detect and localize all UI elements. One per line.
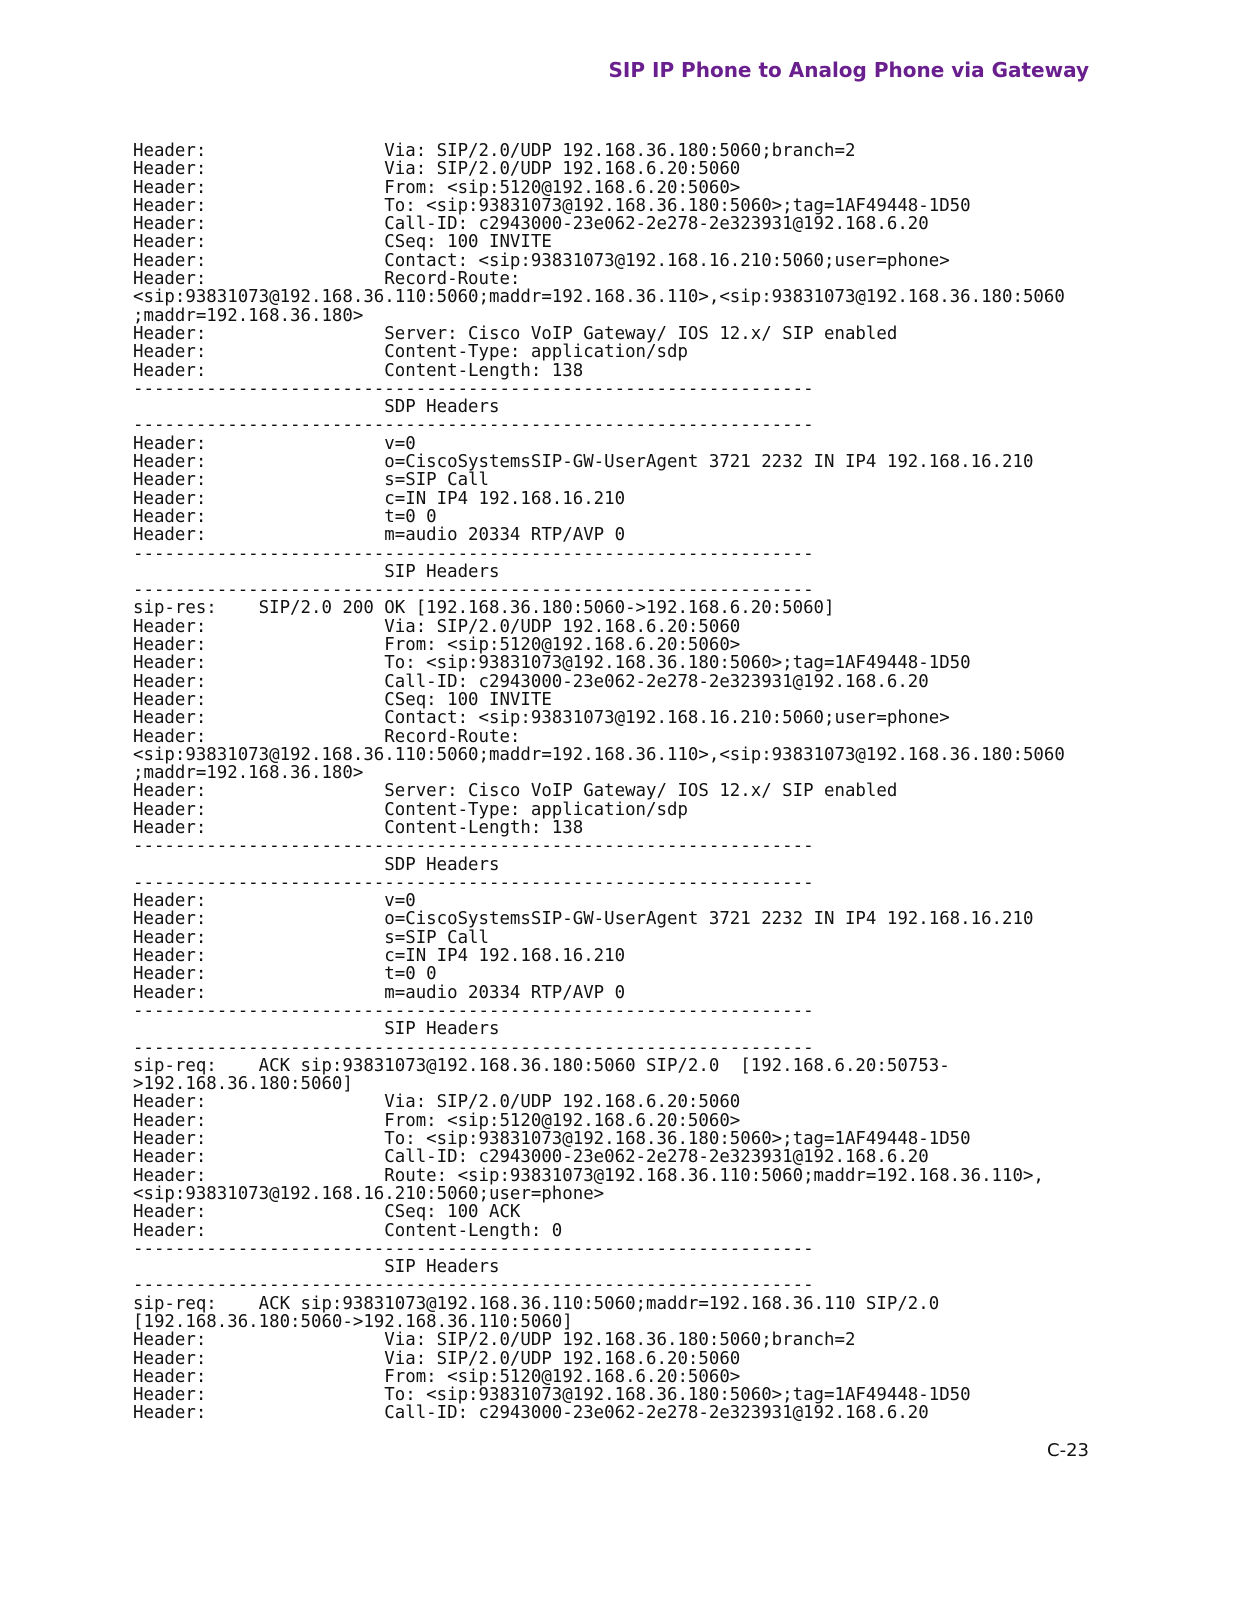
trace-line: Header: s=SIP Call <box>133 470 489 491</box>
trace-line: Header: Call-ID: c2943000-23e062-2e278-2e323931@192.168.6.20 <box>133 671 929 692</box>
trace-line: ----------------------------------------------------------------- <box>133 580 814 601</box>
trace-line: Header: Via: SIP/2.0/UDP 192.168.6.20:5060 <box>133 159 741 180</box>
trace-line: >192.168.36.180:5060] <box>133 1074 353 1095</box>
trace-line: Header: Record-Route: <box>133 269 521 290</box>
trace-line: sip-res: SIP/2.0 200 OK [192.168.36.180:5060->192.168.6.20:5060] <box>133 598 835 619</box>
trace-line: Header: Server: Cisco VoIP Gateway/ IOS 12.x/ SIP enabled <box>133 781 898 802</box>
trace-line: <sip:93831073@192.168.36.110:5060;maddr=192.168.36.110>,<sip:93831073@192.168.36.180:5060 <box>133 744 1065 765</box>
trace-line: Header: To: <sip:93831073@192.168.36.180:5060>;tag=1AF49448-1D50 <box>133 653 971 674</box>
trace-line: Header: Content-Length: 0 <box>133 1220 563 1241</box>
trace-line: SIP Headers <box>133 1257 500 1278</box>
trace-line: Header: Via: SIP/2.0/UDP 192.168.36.180:5060;branch=2 <box>133 141 856 161</box>
trace-line: Header: To: <sip:93831073@192.168.36.180:5060>;tag=1AF49448-1D50 <box>133 195 971 216</box>
trace-line: ;maddr=192.168.36.180> <box>133 305 364 326</box>
trace-line: Header: Route: <sip:93831073@192.168.36.110:5060;maddr=192.168.36.110>, <box>133 1165 1044 1186</box>
trace-line: ----------------------------------------------------------------- <box>133 1275 814 1296</box>
trace-line: Header: m=audio 20334 RTP/AVP 0 <box>133 982 626 1003</box>
trace-line: Header: From: <sip:5120@192.168.6.20:5060> <box>133 177 741 198</box>
trace-line: Header: Contact: <sip:93831073@192.168.16.210:5060;user=phone> <box>133 708 950 729</box>
trace-line: Header: v=0 <box>133 891 416 912</box>
trace-line: Header: From: <sip:5120@192.168.6.20:5060> <box>133 1366 741 1387</box>
trace-line: Header: Call-ID: c2943000-23e062-2e278-2e323931@192.168.6.20 <box>133 214 929 235</box>
trace-line: Header: Via: SIP/2.0/UDP 192.168.6.20:5060 <box>133 1348 741 1369</box>
trace-line: Header: Content-Length: 138 <box>133 817 584 838</box>
trace-line: SDP Headers <box>133 397 500 418</box>
trace-line: Header: Record-Route: <box>133 726 521 747</box>
sip-trace-listing <box>133 142 1065 1423</box>
trace-line: ----------------------------------------------------------------- <box>133 378 814 399</box>
trace-line: <sip:93831073@192.168.16.210:5060;user=phone> <box>133 1183 605 1204</box>
trace-line: Header: Via: SIP/2.0/UDP 192.168.6.20:5060 <box>133 616 741 637</box>
trace-line: Header: c=IN IP4 192.168.16.210 <box>133 488 626 509</box>
trace-line: <sip:93831073@192.168.36.110:5060;maddr=192.168.36.110>,<sip:93831073@192.168.36.180:5060 <box>133 287 1065 308</box>
trace-line: Header: CSeq: 100 INVITE <box>133 689 552 710</box>
trace-line: ----------------------------------------------------------------- <box>133 1238 814 1259</box>
trace-line: Header: t=0 0 <box>133 506 437 527</box>
trace-line: SIP Headers <box>133 1019 500 1040</box>
trace-line: Header: Call-ID: c2943000-23e062-2e278-2e323931@192.168.6.20 <box>133 1403 929 1424</box>
trace-line: Header: Server: Cisco VoIP Gateway/ IOS 12.x/ SIP enabled <box>133 323 898 344</box>
trace-line: Header: Via: SIP/2.0/UDP 192.168.6.20:5060 <box>133 1092 741 1113</box>
trace-line: Header: Via: SIP/2.0/UDP 192.168.36.180:5060;branch=2 <box>133 1330 856 1351</box>
trace-line: SIP Headers <box>133 561 500 582</box>
trace-line: Header: From: <sip:5120@192.168.6.20:5060> <box>133 1110 741 1131</box>
trace-line: Header: From: <sip:5120@192.168.6.20:5060> <box>133 635 741 656</box>
trace-line: Header: Call-ID: c2943000-23e062-2e278-2e323931@192.168.6.20 <box>133 1147 929 1168</box>
page-header-title: SIP IP Phone to Analog Phone via Gateway <box>608 58 1089 82</box>
trace-line: Header: CSeq: 100 ACK <box>133 1202 521 1223</box>
trace-line: sip-req: ACK sip:93831073@192.168.36.110:5060;maddr=192.168.36.110 SIP/2.0 <box>133 1293 940 1314</box>
trace-line: Header: t=0 0 <box>133 964 437 985</box>
trace-line: Header: o=CiscoSystemsSIP-GW-UserAgent 3721 2232 IN IP4 192.168.16.210 <box>133 909 1034 930</box>
trace-line: ----------------------------------------------------------------- <box>133 543 814 564</box>
trace-line: ;maddr=192.168.36.180> <box>133 763 364 784</box>
trace-line: Header: To: <sip:93831073@192.168.36.180:5060>;tag=1AF49448-1D50 <box>133 1129 971 1150</box>
trace-line: [192.168.36.180:5060->192.168.36.110:5060] <box>133 1312 573 1332</box>
trace-line: Header: m=audio 20334 RTP/AVP 0 <box>133 525 626 546</box>
trace-line: SDP Headers <box>133 854 500 875</box>
trace-line: Header: To: <sip:93831073@192.168.36.180:5060>;tag=1AF49448-1D50 <box>133 1385 971 1406</box>
trace-line: Header: CSeq: 100 INVITE <box>133 232 552 253</box>
trace-line: Header: Content-Type: application/sdp <box>133 342 688 363</box>
trace-line: Header: Content-Length: 138 <box>133 360 584 381</box>
trace-line: ----------------------------------------------------------------- <box>133 1000 814 1021</box>
trace-line: Header: o=CiscoSystemsSIP-GW-UserAgent 3721 2232 IN IP4 192.168.16.210 <box>133 452 1034 473</box>
trace-line: sip-req: ACK sip:93831073@192.168.36.180:5060 SIP/2.0 [192.168.6.20:50753- <box>133 1055 950 1076</box>
trace-line: Header: c=IN IP4 192.168.16.210 <box>133 946 626 967</box>
trace-line: ----------------------------------------------------------------- <box>133 872 814 893</box>
page-number: C-23 <box>1047 1440 1089 1461</box>
trace-line: ----------------------------------------------------------------- <box>133 836 814 857</box>
trace-line: Header: v=0 <box>133 433 416 454</box>
trace-line: Header: s=SIP Call <box>133 927 489 948</box>
trace-line: Header: Contact: <sip:93831073@192.168.16.210:5060;user=phone> <box>133 250 950 271</box>
trace-line: ----------------------------------------------------------------- <box>133 415 814 436</box>
trace-line: Header: Content-Type: application/sdp <box>133 799 688 820</box>
trace-line: ----------------------------------------------------------------- <box>133 1037 814 1058</box>
